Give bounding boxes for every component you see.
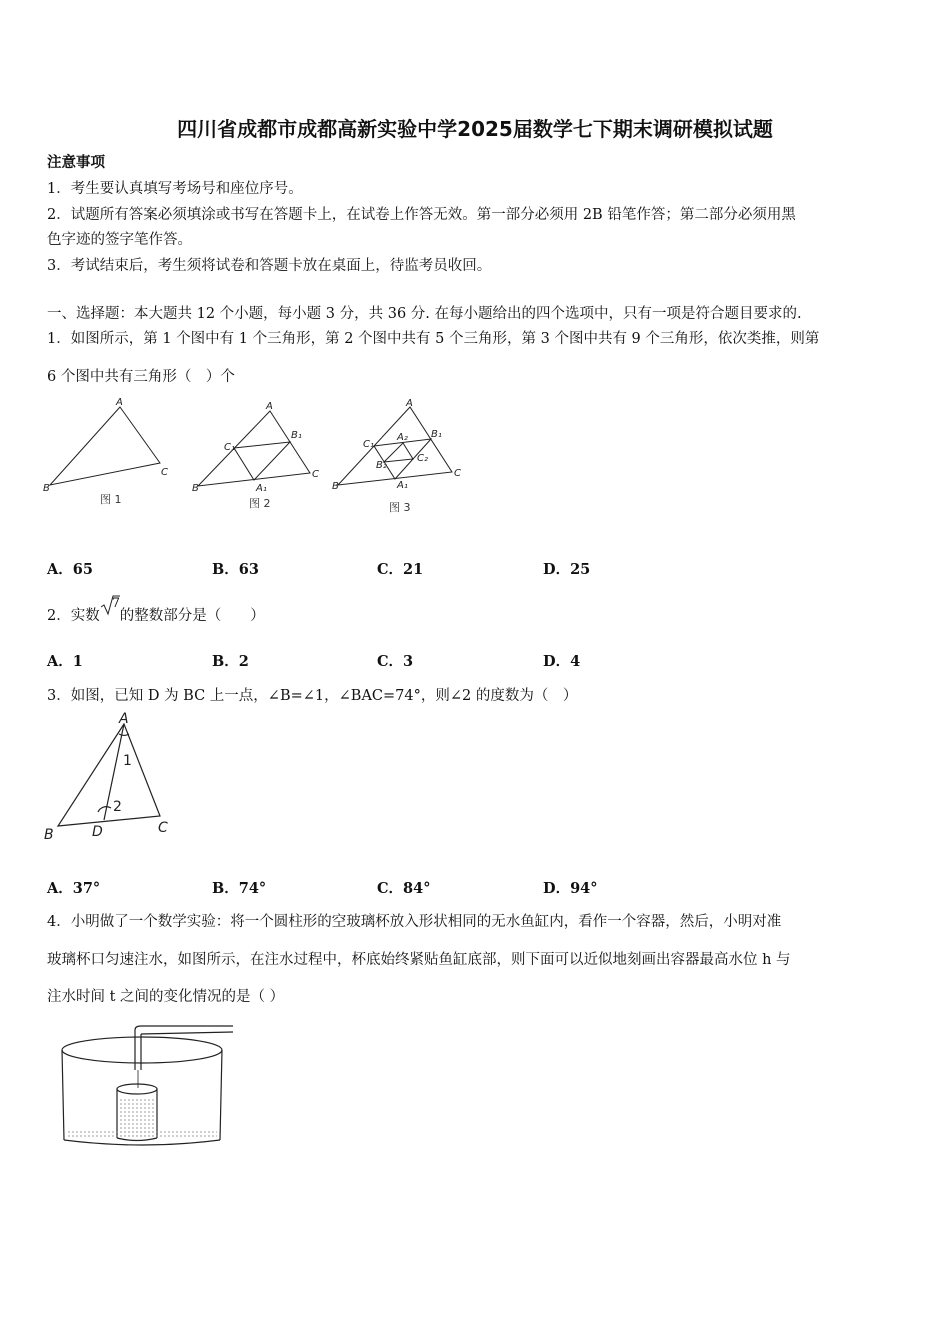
q3-option-b: B．74°	[212, 880, 267, 897]
fig3-label-a: A	[406, 398, 413, 409]
fig3-label-c: C	[454, 468, 461, 479]
q4-line1: 4．小明做了一个数学实验：将一个圆柱形的空玻璃杯放入形状相同的无水鱼缸内，看作一个容器，然后，小明对准	[47, 914, 782, 930]
cup-bottom	[117, 1138, 157, 1141]
fig2-caption: 图 2	[249, 497, 271, 510]
q3-text: 3．如图，已知 D 为 BC 上一点，∠B=∠1，∠BAC=74°，则∠2 的度数为（ ）	[47, 688, 578, 704]
q3-label-b: B	[44, 827, 54, 843]
fig1-label-a: A	[116, 397, 123, 408]
q1-line2: 6 个图中共有三角形（ ）个	[47, 369, 235, 385]
q2-option-c: C．3	[377, 653, 414, 670]
fig3-label-a2: A₂	[397, 432, 408, 443]
notice-heading: 注意事项	[47, 154, 105, 171]
fig2-label-c1: C₁	[224, 442, 235, 453]
q1-figures	[40, 395, 480, 525]
q3-triangle	[58, 724, 160, 826]
tank-top-rim	[62, 1037, 222, 1063]
fig2-triangle	[198, 411, 310, 486]
sqrt-symbol	[100, 596, 121, 622]
q4-figure	[55, 1018, 245, 1153]
q1-option-d: D．25	[543, 561, 591, 578]
cup-top-rim	[117, 1084, 157, 1094]
sqrt-radicand: 7	[111, 596, 121, 611]
q3-label-a: A	[119, 711, 129, 727]
q2-prefix: 2．实数	[47, 608, 100, 624]
fig3-label-a1: A₁	[397, 480, 408, 491]
section-heading: 一、选择题：本大题共 12 个小题，每小题 3 分，共 36 分. 在每小题给出的四个选项中，只有一项是符合题目要求的.	[47, 306, 802, 322]
q1-option-c: C．21	[377, 561, 424, 578]
q3-label-d: D	[92, 824, 103, 840]
q3-label-c: C	[158, 820, 168, 836]
angle1-arc	[119, 734, 129, 735]
q3-option-a: A．37°	[47, 880, 101, 897]
fig1-caption: 图 1	[100, 493, 122, 506]
q1-line1: 1．如图所示，第 1 个图中有 1 个三角形，第 2 个图中共有 5 个三角形，第 3 个图中共有 9 个三角形，依次类推，则第	[47, 331, 820, 347]
q3-option-c: C．84°	[377, 880, 431, 897]
q1-option-a: A．65	[47, 561, 93, 578]
fig3-triangle	[338, 407, 452, 485]
fig3-label-b2: B₂	[376, 460, 387, 471]
q3-figure	[40, 708, 190, 848]
fig3-inner-triangle-2	[384, 443, 413, 462]
q4-line2: 玻璃杯口匀速注水，如图所示，在注水过程中，杯底始终紧贴鱼缸底部，则下面可以近似地刻画出容器最高水位 h 与	[47, 952, 791, 968]
tank-bottom-pattern	[67, 1130, 217, 1138]
fig3-label-c2: C₂	[417, 453, 428, 464]
q2-option-b: B．2	[212, 653, 249, 670]
pipe-bottom	[141, 1032, 233, 1034]
q2-option-a: A．1	[47, 653, 83, 670]
fig2-label-c: C	[312, 469, 319, 480]
q3-angle1-label: 1	[123, 753, 132, 769]
q2-suffix: 的整数部分是（ ）	[119, 608, 265, 624]
tank-right-wall	[220, 1050, 222, 1140]
tank-left-wall	[62, 1050, 64, 1140]
q4-line3: 注水时间 t 之间的变化情况的是（ ）	[47, 989, 285, 1005]
q3-option-d: D．94°	[543, 880, 598, 897]
q2-text	[47, 596, 265, 625]
angle2-arc	[98, 807, 111, 812]
fig2-inner-triangle	[234, 442, 290, 480]
fig3-label-c1: C₁	[363, 439, 374, 450]
notice-item-1: 1．考生要认真填写考场号和座位序号。	[47, 181, 303, 197]
fig2-label-a: A	[266, 401, 273, 412]
q2-option-d: D．4	[543, 653, 581, 670]
fig1-triangle	[50, 407, 160, 485]
fig3-label-b: B	[332, 481, 339, 492]
fig2-label-b1: B₁	[291, 430, 302, 441]
notice-item-2-cont: 色字迹的签字笔作答。	[47, 232, 192, 248]
fig2-label-b: B	[192, 483, 199, 494]
fig3-caption: 图 3	[389, 501, 411, 514]
q1-option-b: B．63	[212, 561, 259, 578]
fig2-label-a1: A₁	[256, 483, 267, 494]
fig3-label-b1: B₁	[431, 429, 442, 440]
page-title: 四川省成都市成都高新实验中学2025届数学七下期末调研模拟试题	[177, 117, 773, 141]
notice-item-3: 3．考试结束后，考生须将试卷和答题卡放在桌面上，待监考员收回。	[47, 258, 492, 274]
notice-item-2: 2．试题所有答案必须填涂或书写在答题卡上，在试卷上作答无效。第一部分必须用 2B 铅笔作答；第二部分必须用黑	[47, 207, 796, 223]
q3-angle2-label: 2	[113, 799, 122, 815]
pipe-top	[135, 1026, 233, 1030]
fig1-label-c: C	[161, 467, 168, 478]
fig1-label-b: B	[43, 483, 50, 494]
